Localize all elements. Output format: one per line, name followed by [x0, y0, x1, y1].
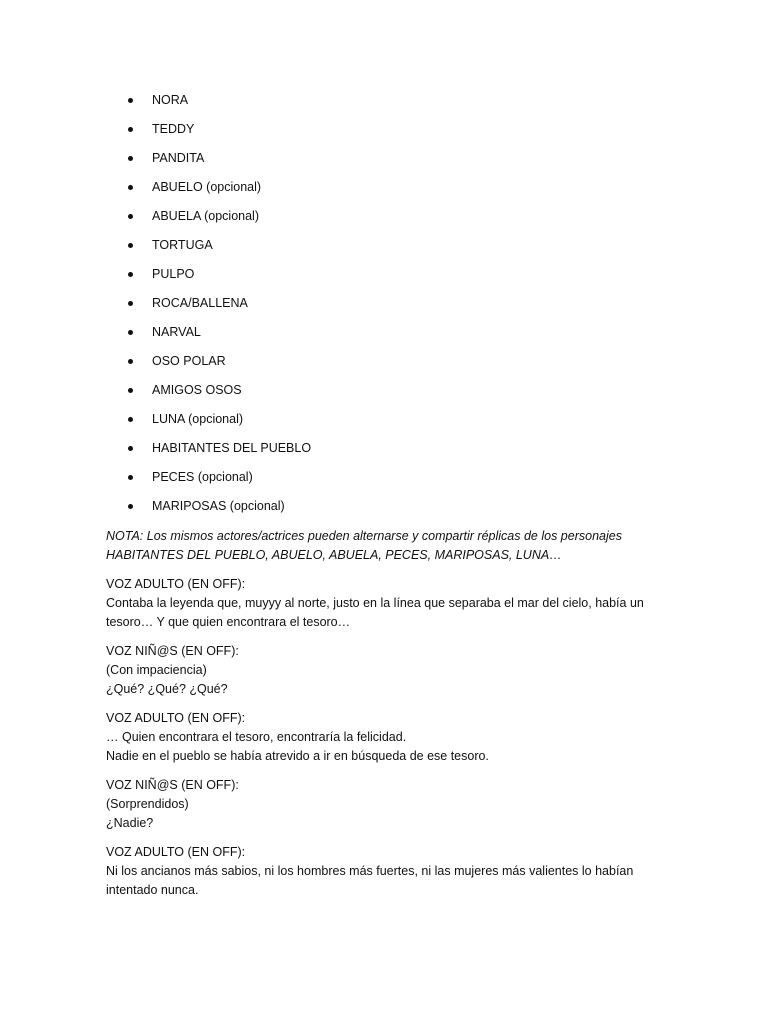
dialogue-line: Contaba la leyenda que, muyyy al norte, justo en la línea que separaba el mar del cielo, había un [106, 596, 644, 610]
speaker-label: VOZ NIÑ@S (EN OFF): [106, 644, 239, 658]
stage-direction: (Sorprendidos) [106, 797, 189, 811]
list-item [128, 236, 311, 265]
list-item [128, 265, 311, 294]
character-name: PULPO [152, 267, 195, 281]
character-name: NORA [152, 93, 189, 107]
list-item [128, 178, 311, 207]
speaker-label: VOZ NIÑ@S (EN OFF): [106, 778, 239, 792]
list-item [128, 120, 311, 149]
character-name: LUNA (opcional) [152, 412, 244, 426]
bullet-icon [128, 446, 133, 451]
bullet-icon [128, 504, 133, 509]
character-name: PANDITA [152, 151, 205, 165]
list-item [128, 497, 311, 526]
character-list [128, 91, 311, 526]
dialogue-block [106, 776, 666, 833]
dialogue-block [106, 843, 666, 900]
dialogue-line: ¿Qué? ¿Qué? ¿Qué? [106, 682, 228, 696]
character-name: AMIGOS OSOS [152, 383, 242, 397]
list-item [128, 149, 311, 178]
list-item [128, 207, 311, 236]
speaker-label: VOZ ADULTO (EN OFF): [106, 845, 246, 859]
character-name: PECES (opcional) [152, 470, 253, 484]
list-item [128, 323, 311, 352]
character-name: ABUELA (opcional) [152, 209, 260, 223]
bullet-icon [128, 214, 133, 219]
dialogue-line: Nadie en el pueblo se había atrevido a ir en búsqueda de ese tesoro. [106, 749, 489, 763]
bullet-icon [128, 388, 133, 393]
character-name: OSO POLAR [152, 354, 226, 368]
list-item [128, 468, 311, 497]
speaker-label: VOZ ADULTO (EN OFF): [106, 577, 246, 591]
list-item [128, 381, 311, 410]
dialogue-line: intentado nunca. [106, 883, 199, 897]
bullet-icon [128, 475, 133, 480]
stage-direction: (Con impaciencia) [106, 663, 207, 677]
bullet-icon [128, 272, 133, 277]
dialogue-block [106, 642, 666, 699]
list-item [128, 294, 311, 323]
bullet-icon [128, 243, 133, 248]
note-line: HABITANTES DEL PUEBLO, ABUELO, ABUELA, PECES, MARIPOSAS, LUNA… [106, 548, 562, 562]
character-name: HABITANTES DEL PUEBLO [152, 441, 312, 455]
dialogue-block [106, 709, 666, 766]
bullet-icon [128, 330, 133, 335]
dialogue-line: tesoro… Y que quien encontrara el tesoro… [106, 615, 351, 629]
list-item [128, 91, 311, 120]
character-name: MARIPOSAS (opcional) [152, 499, 285, 513]
bullet-icon [128, 156, 133, 161]
speaker-label: VOZ ADULTO (EN OFF): [106, 711, 246, 725]
character-name: NARVAL [152, 325, 201, 339]
bullet-icon [128, 127, 133, 132]
dialogue-line: ¿Nadie? [106, 816, 154, 830]
dialogue-line: … Quien encontrara el tesoro, encontraría la felicidad. [106, 730, 407, 744]
character-name: TORTUGA [152, 238, 213, 252]
character-name: ABUELO (opcional) [152, 180, 262, 194]
character-name: TEDDY [152, 122, 195, 136]
list-item [128, 352, 311, 381]
dialogue-line: Ni los ancianos más sabios, ni los hombres más fuertes, ni las mujeres más valientes lo habían [106, 864, 634, 878]
script-body [106, 527, 666, 910]
note-line: NOTA: Los mismos actores/actrices pueden alternarse y compartir réplicas de los personajes [106, 529, 622, 543]
bullet-icon [128, 185, 133, 190]
bullet-icon [128, 359, 133, 364]
bullet-icon [128, 417, 133, 422]
note-paragraph [106, 527, 666, 565]
list-item [128, 410, 311, 439]
character-name: ROCA/BALLENA [152, 296, 248, 310]
dialogue-block [106, 575, 666, 632]
bullet-icon [128, 301, 133, 306]
list-item [128, 439, 311, 468]
bullet-icon [128, 98, 133, 103]
